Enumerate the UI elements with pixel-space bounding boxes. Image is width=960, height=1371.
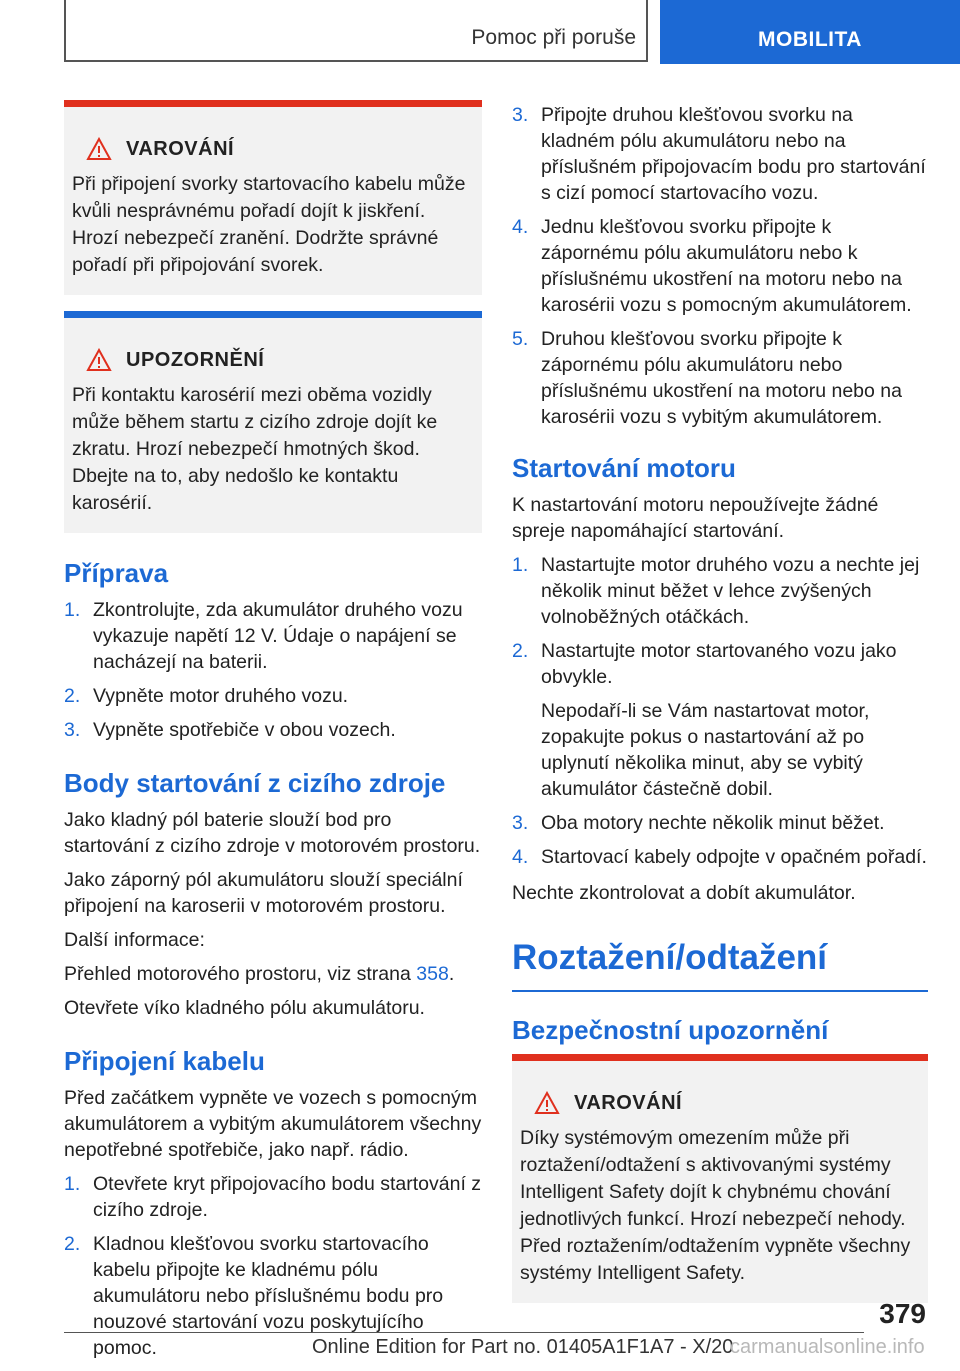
heading-roztazeni: Roztažení/odtažení [512, 936, 928, 992]
startovani-steps [512, 552, 928, 870]
notice-title: UPOZORNĚNÍ [86, 348, 474, 372]
footer-watermark: carmanualsonline.info [730, 1336, 925, 1358]
warning-text: Díky systémovým omezením může při roztažení/odtažení s aktivovanými systémy Intelligent Safety dojít k chybnému chování jednotlivých funkcí. Hrozí nebezpečí nehody. Před roztažením/odtažením vypněte všechny systémy Intelligent Safety. [520, 1127, 911, 1284]
list-item: 3. Připojte druhou klešťovou svorku na kladném pólu akumulátoru nebo na příslušném připojovacím bodu pro startování s cizí pomocí startovacího vozu. [512, 104, 926, 204]
notice-box [64, 311, 482, 533]
heading-body-startovani: Body startování z cizího zdroje [64, 768, 446, 798]
heading-priprava: Příprava [64, 558, 169, 588]
list-item: 2. Vypněte motor druhého vozu. [64, 685, 349, 707]
paragraph: Další informace: [64, 929, 205, 951]
paragraph: Nechte zkontrolovat a dobít akumulátor. [512, 882, 856, 904]
list-item: 2. Nastartujte motor startovaného vozu jako obvykle. Nepodaří-li se Vám nastartovat motor, zopakujte pokus o nastartování až po uplynutí několika minut, aby se vybitý akumulátor částečně dobil. [512, 638, 928, 802]
footer-divider [64, 1332, 864, 1333]
page-number: 379 [879, 1298, 926, 1329]
warning-title: VAROVÁNÍ [534, 1091, 920, 1115]
warning-triangle-icon [86, 137, 112, 161]
paragraph: Jako záporný pól akumulátoru slouží speciální připojení na karoserii v motorovém prostoru. [64, 869, 463, 917]
list-item: 4. Jednu klešťovou svorku připojte k zápornému pólu akumulátoru nebo k příslušnému ukostření na motoru nebo na karosérii vozu s pomocným akumulátorem. [512, 216, 912, 316]
footer-edition: Online Edition for Part no. 01405A1F1A7 - X/20 [312, 1336, 734, 1358]
list-item-note: Nepodaří-li se Vám nastartovat motor, zopakujte pokus o nastartování až po uplynutí několika minut, aby se vybitý akumulátor částečně dobil. [541, 700, 870, 800]
warning-box [64, 100, 482, 295]
heading-startovani-motoru: Startování motoru [512, 453, 736, 483]
warning-triangle-icon [534, 1091, 560, 1115]
pripojeni-steps-continued [512, 102, 928, 430]
page-link-358[interactable]: 358 [416, 963, 449, 985]
priprava-steps [64, 597, 482, 743]
list-item: 2. Kladnou klešťovou svorku startovacího kabelu připojte ke kladnému pólu akumulátoru nebo příslušnému bodu pro nouzové startování vozu poskytujícího pomoc. [64, 1233, 444, 1359]
right-column [512, 102, 928, 1319]
header-section-title: Pomoc při poruše [471, 26, 636, 49]
heading-pripojeni-kabelu: Připojení kabelu [64, 1046, 265, 1076]
list-item: 4. Startovací kabely odpojte v opačném pořadí. [512, 846, 927, 868]
paragraph: K nastartování motoru nepoužívejte žádné spreje napomáhající startování. [512, 494, 879, 542]
warning-triangle-icon [86, 348, 112, 372]
notice-text: Při kontaktu karosérií mezi oběma vozidly může během startu z cizího zdroje dojít ke zkratu. Hrozí nebezpečí hmotných škod. Dbejte na to, aby nedošlo ke kontaktu karosérií. [72, 384, 438, 514]
warning-box [512, 1054, 928, 1303]
warning-title: VAROVÁNÍ [86, 137, 474, 161]
list-item: 1. Nastartujte motor druhého vozu a nechte jej několik minut běžet v lehce zvýšených volnoběžných otáčkách. [512, 554, 920, 628]
list-item: 5. Druhou klešťovou svorku připojte k zápornému pólu akumulátoru nebo příslušnému ukostření na motoru nebo na karosérii vozu s vybitým akumulátorem. [512, 328, 902, 428]
list-item: 3. Oba motory nechte několik minut běžet. [512, 812, 885, 834]
paragraph: Otevřete víko kladného pólu akumulátoru. [64, 997, 425, 1019]
list-item: 1. Zkontrolujte, zda akumulátor druhého vozu vykazuje napětí 12 V. Údaje o napájení se nacházejí na baterii. [64, 599, 463, 673]
paragraph-with-link: Přehled motorového prostoru, viz strana 358. [64, 963, 455, 985]
list-item: 1. Otevřete kryt připojovacího bodu startování z cizího zdroje. [64, 1173, 482, 1221]
heading-bezpecnostni-upozorneni: Bezpečnostní upozornění [512, 1015, 829, 1045]
warning-text: Při připojení svorky startovacího kabelu může kvůli nesprávnému pořadí dojít k jiskření. Hrozí nebezpečí zranění. Dodržte správné pořadí při připojování svorek. [72, 173, 466, 276]
left-column [64, 100, 482, 1371]
header-tab-mobilita: MOBILITA [660, 0, 960, 64]
paragraph: Před začátkem vypněte ve vozech s pomocným akumulátorem a vybitým akumulátorem všechny nepotřebné spotřebiče, jako např. rádio. [64, 1087, 482, 1161]
paragraph: Jako kladný pól baterie slouží bod pro startování z cizího zdroje v motorovém prostoru. [64, 809, 481, 857]
list-item: 3. Vypněte spotřebiče v obou vozech. [64, 719, 396, 741]
